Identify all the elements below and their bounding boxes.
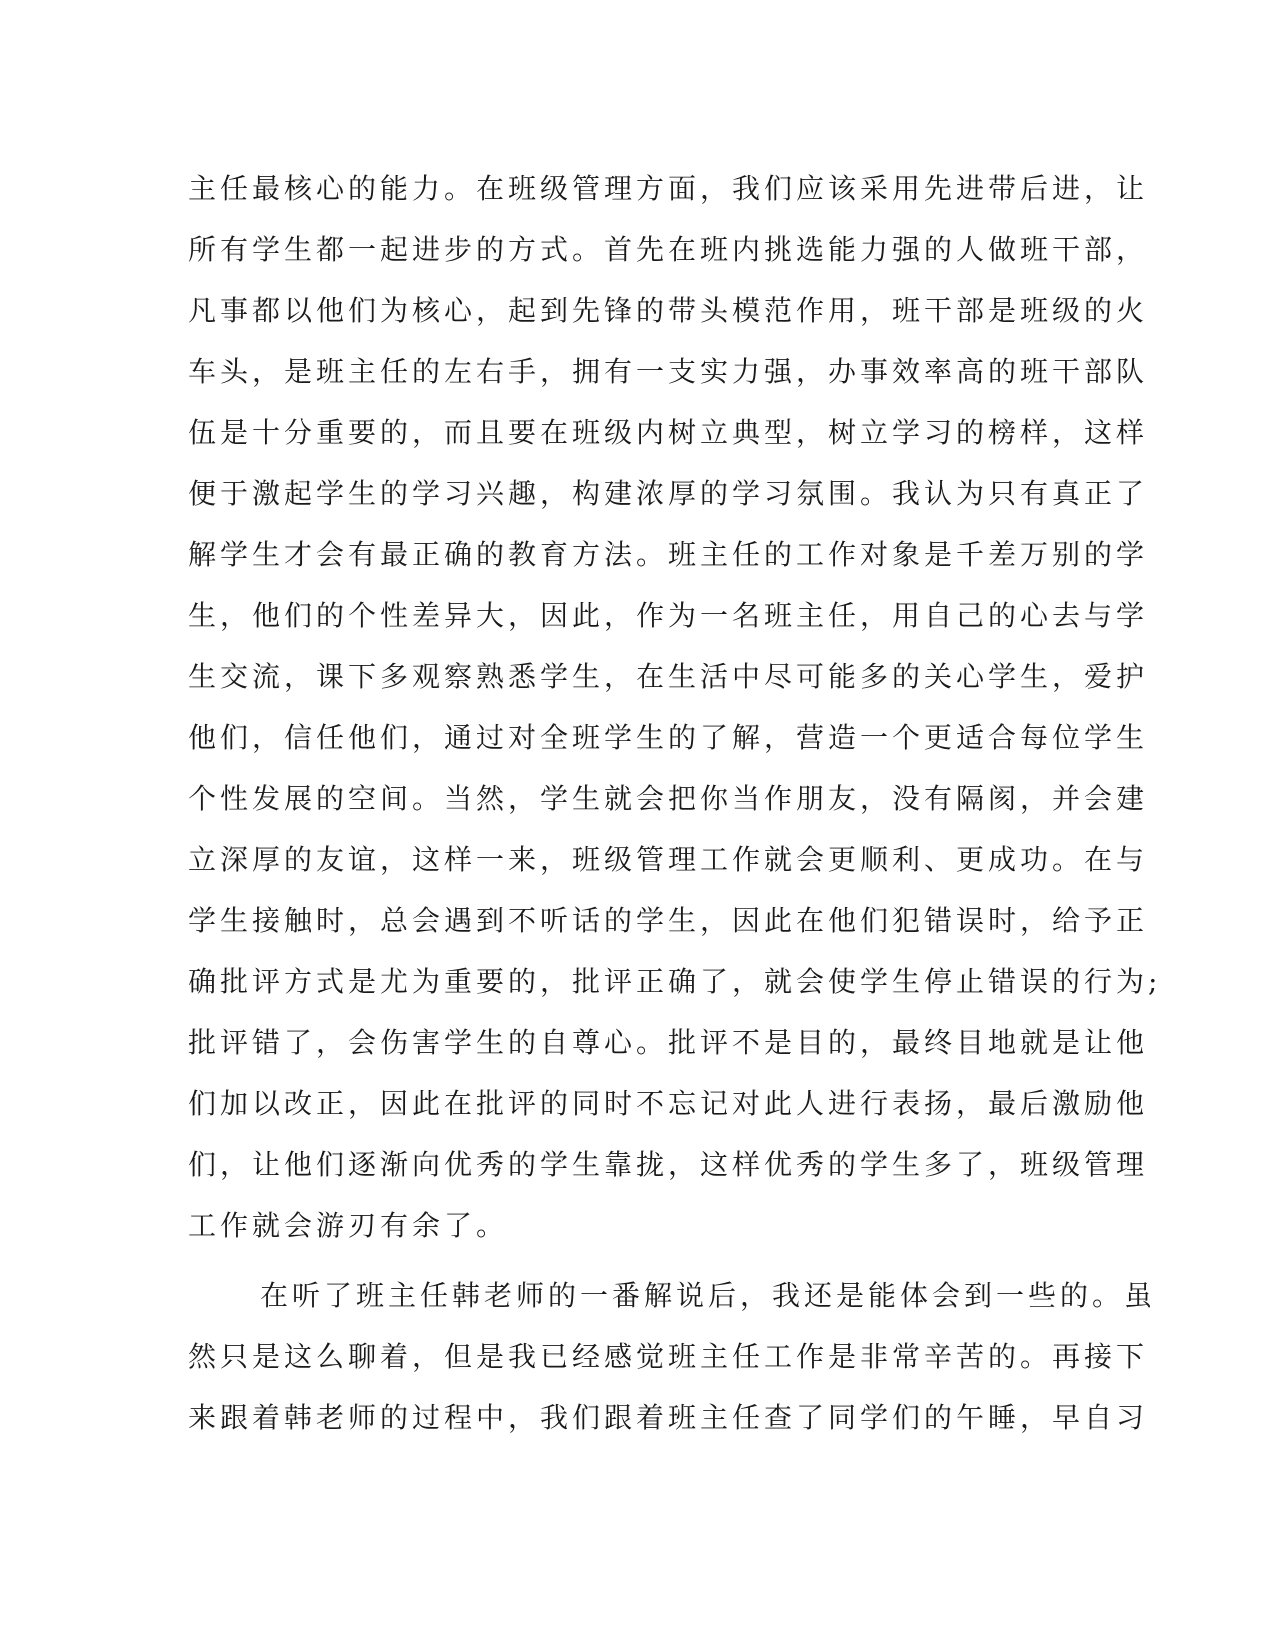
- paragraph: [188, 1265, 1157, 1448]
- text-line: 工作就会游刃有余了。: [188, 1209, 509, 1242]
- text-line: 便于激起学生的学习兴趣，构建浓厚的学习氛围。我认为只有真正了: [188, 477, 1149, 510]
- text-line: 主任最核心的能力。在班级管理方面，我们应该采用先进带后进，让: [188, 172, 1149, 205]
- text-line: 所有学生都一起进步的方式。首先在班内挑选能力强的人做班干部，: [188, 233, 1149, 266]
- text-line: 个性发展的空间。当然，学生就会把你当作朋友，没有隔阂，并会建: [188, 782, 1149, 815]
- text-line: 凡事都以他们为核心，起到先锋的带头模范作用，班干部是班级的火: [188, 294, 1149, 327]
- text-line: 生，他们的个性差异大，因此，作为一名班主任，用自己的心去与学: [188, 599, 1149, 632]
- text-line: 们加以改正，因此在批评的同时不忘记对此人进行表扬，最后激励他: [188, 1087, 1149, 1120]
- text-line: 批评错了，会伤害学生的自尊心。批评不是目的，最终目地就是让他: [188, 1026, 1149, 1059]
- document-body: [188, 158, 1162, 1448]
- text-line: 伍是十分重要的，而且要在班级内树立典型，树立学习的榜样，这样: [188, 416, 1149, 449]
- paragraph: [188, 158, 1162, 1256]
- text-line: 生交流，课下多观察熟悉学生，在生活中尽可能多的关心学生，爱护: [188, 660, 1149, 693]
- text-line-first-indented: 在听了班主任韩老师的一番解说后，我还是能体会到一些的。虽: [260, 1279, 1157, 1312]
- text-line: 解学生才会有最正确的教育方法。班主任的工作对象是千差万别的学: [188, 538, 1149, 571]
- text-line: 然只是这么聊着，但是我已经感觉班主任工作是非常辛苦的。再接下: [188, 1340, 1149, 1373]
- text-line: 确批评方式是尤为重要的，批评正确了，就会使学生停止错误的行为;: [188, 965, 1162, 998]
- text-line: 学生接触时，总会遇到不听话的学生，因此在他们犯错误时，给予正: [188, 904, 1149, 937]
- text-line: 车头，是班主任的左右手，拥有一支实力强，办事效率高的班干部队: [188, 355, 1149, 388]
- paragraph-spacer: [188, 1256, 1088, 1265]
- text-line: 立深厚的友谊，这样一来，班级管理工作就会更顺利、更成功。在与: [188, 843, 1149, 876]
- text-line: 来跟着韩老师的过程中，我们跟着班主任查了同学们的午睡，早自习: [188, 1401, 1149, 1434]
- text-line: 们，让他们逐渐向优秀的学生靠拢，这样优秀的学生多了，班级管理: [188, 1148, 1149, 1181]
- text-line: 他们，信任他们，通过对全班学生的了解，营造一个更适合每位学生: [188, 721, 1149, 754]
